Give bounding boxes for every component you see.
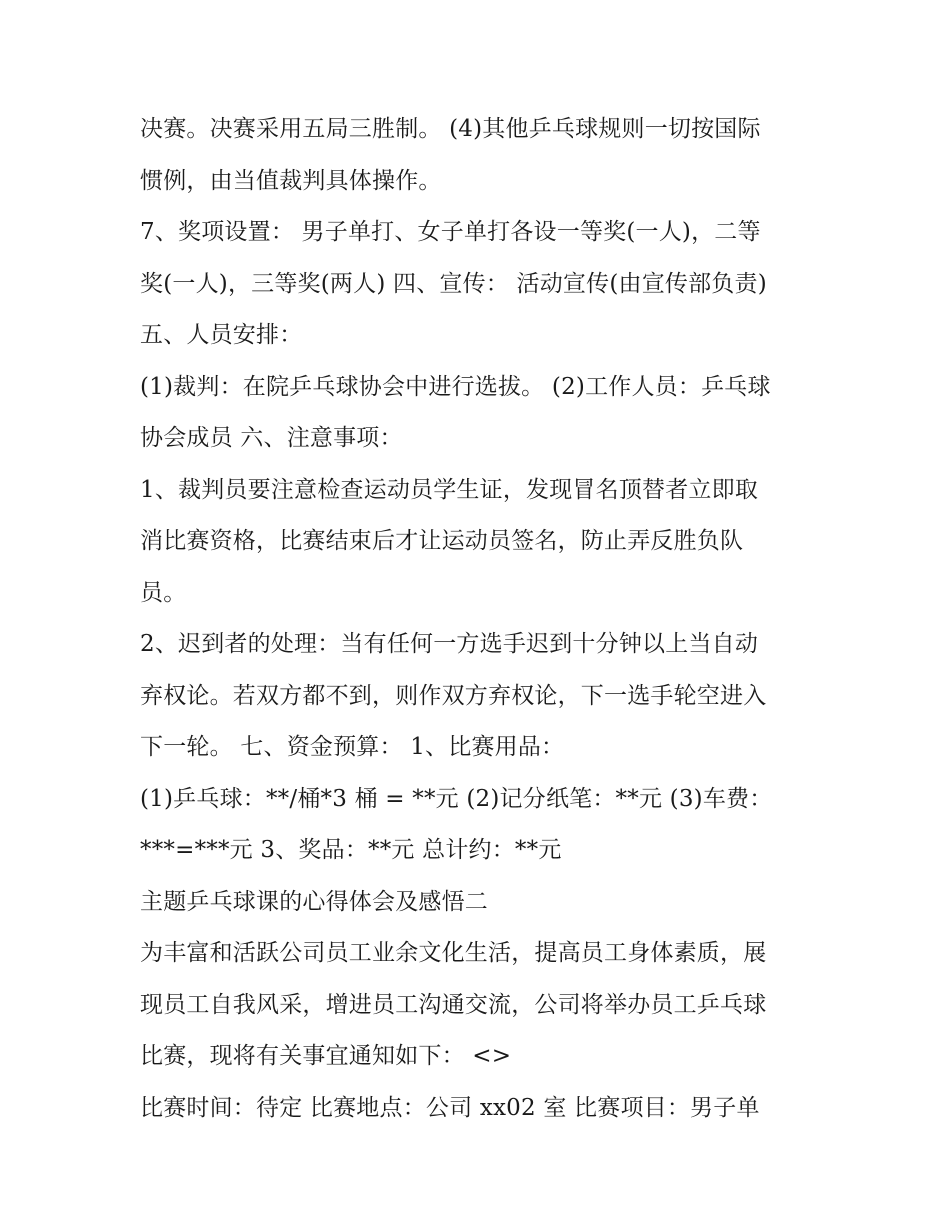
section-heading: 五、人员安排： [140,322,303,348]
document-body [140,104,830,1134]
text-line: 决赛。决赛采用五局三胜制。 (4)其他乒乓球规则一切按国际 [140,116,761,142]
text-line: 2、迟到者的处理：当有任何一方选手迟到十分钟以上当自动 [140,631,759,657]
text-line: (1)乒乓球：**/桶*3 桶 = **元 (2)记分纸笔：**元 (3)车费： [140,785,773,812]
text-line: 现员工自我风采，增进员工沟通交流，公司将举办员工乒乓球 [140,991,767,1018]
text-line: 消比赛资格，比赛结束后才让运动员签名，防止弄反胜负队 [140,528,744,554]
text-line: 1、裁判员要注意检查运动员学生证，发现冒名顶替者立即取 [140,476,759,503]
text-line: 为丰富和活跃公司员工业余文化生活，提高员工身体素质，展 [140,940,767,966]
text-line: 弃权论。若双方都不到，则作双方弃权论，下一选手轮空进入 [140,682,767,709]
text-line: ***=***元 3、奖品：**元 总计约：**元 [140,837,562,863]
text-line: 7、奖项设置： 男子单打、女子单打各设一等奖(一人)，二等 [140,219,761,245]
text-line: 员。 [140,579,187,606]
text-line: 比赛时间：待定 比赛地点：公司 xx02 室 比赛项目：男子单 [140,1094,760,1121]
text-line: 惯例，由当值裁判具体操作。 [140,167,442,194]
text-line: 奖(一人)，三等奖(两人) 四、宣传： 活动宣传(由宣传部负责) [140,270,767,297]
text-line: 比赛，现将有关事宜通知如下： <> [140,1043,512,1069]
text-line: (1)裁判：在院乒乓球协会中进行选拔。 (2)工作人员：乒乓球 [140,373,771,400]
text-line: 协会成员 六、注意事项： [140,425,403,451]
text-line: 下一轮。 七、资金预算： 1、比赛用品： [140,734,565,760]
article-title: 主题乒乓球课的心得体会及感悟二 [140,888,488,915]
